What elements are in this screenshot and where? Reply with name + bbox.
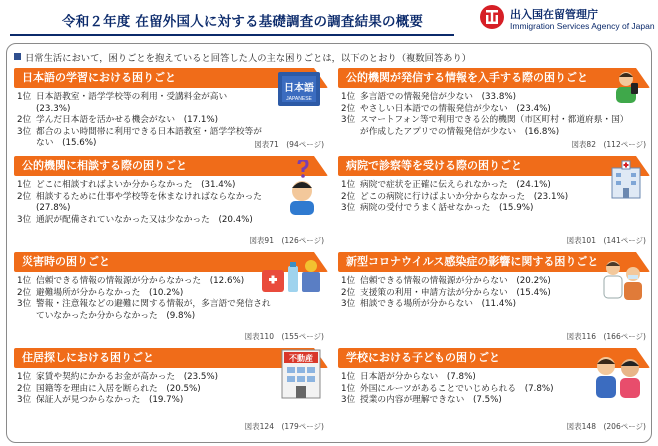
- rank-label: 3位: [17, 395, 32, 406]
- school-children-icon: [590, 350, 646, 400]
- rank-label: 2位: [341, 103, 356, 114]
- rank-label: 1位: [17, 276, 32, 286]
- agency-name-english: Immigration Services Agency of Japan: [510, 21, 655, 31]
- item-text: 国籍等を理由に入居を断られた (20.5%): [36, 383, 201, 394]
- rank-label: 1位: [17, 372, 32, 382]
- item-text: 病院の受付でうまく話せなかった (15.9%): [360, 203, 534, 214]
- rank-label: 1位: [341, 180, 356, 190]
- rank-label: 1位: [341, 92, 356, 102]
- list-item: [338, 288, 600, 300]
- panel-public-information: [338, 68, 650, 152]
- rank-label: 3位: [341, 395, 356, 406]
- rank-label: 1位: [341, 383, 356, 394]
- list-item: [14, 372, 276, 384]
- real-estate-office-icon: [280, 348, 322, 400]
- panel-title: 病院で診察等を受ける際の困りごと: [338, 156, 650, 176]
- rank-label: 1位: [17, 92, 32, 102]
- ranked-list: [338, 276, 600, 311]
- title-underline: [10, 34, 454, 36]
- panel-housing: [14, 348, 328, 434]
- source-reference: 図表124 (179ページ): [244, 422, 324, 431]
- list-item: [338, 203, 602, 215]
- source-reference: 図表101 (141ページ): [566, 236, 646, 245]
- rank-label: 2位: [17, 383, 32, 394]
- intro-text: [14, 50, 644, 66]
- item-text: スマートフォン等で利用できる公的機関（市区町村・都道府県・国）が作成したアプリでの情報発信が少ない (16.8%): [360, 115, 625, 137]
- panel-title: 災害時の困りごと: [14, 252, 328, 272]
- list-item: [14, 395, 276, 407]
- item-text: 信頼できる情報の情報源が分からない (20.2%): [360, 276, 551, 286]
- list-item: [14, 115, 262, 127]
- list-item: [338, 180, 602, 192]
- item-text: 都合のよい時間帯に利用できる日本語教室・語学学校等がない (15.6%): [36, 126, 262, 149]
- panel-public-consultation: [14, 156, 328, 248]
- item-text: 相談できる場所が分からない (11.4%): [360, 299, 517, 310]
- panel-school-children: [338, 348, 650, 434]
- source-reference: 図表148 (206ページ): [566, 422, 646, 431]
- list-item: [338, 395, 594, 407]
- list-item: [338, 115, 628, 138]
- list-item: [338, 384, 594, 396]
- list-item: [338, 192, 602, 204]
- list-item: [14, 276, 272, 288]
- panel-disaster: [14, 252, 328, 344]
- source-reference: 図表82 (112ページ): [571, 140, 646, 149]
- list-item: [338, 372, 594, 384]
- agency-name-japanese: 出入国在留管理庁: [510, 8, 598, 21]
- rank-label: 3位: [341, 203, 356, 214]
- item-text: 支援策の利用・申請方法が分からない (15.4%): [360, 287, 551, 298]
- list-item: [14, 299, 272, 322]
- panel-title: 公的機関が発信する情報を入手する際の困りごと: [338, 68, 650, 88]
- list-item: [14, 180, 262, 192]
- panel-covid19: [338, 252, 650, 344]
- item-text: やさしい日本語での情報発信が少ない (23.4%): [360, 103, 551, 114]
- rank-label: 2位: [17, 287, 32, 298]
- panel-title: 新型コロナウイルス感染症の影響に関する困りごと: [338, 252, 650, 272]
- panel-hospital: [338, 156, 650, 248]
- ranked-list: [14, 180, 271, 226]
- item-text: 学んだ日本語を活かせる機会がない (17.1%): [36, 115, 219, 126]
- list-item: [338, 299, 600, 311]
- item-text: どこに相談すればよいか分からなかった (31.4%): [36, 180, 236, 190]
- ranked-list: [338, 92, 628, 138]
- ranked-list: [338, 180, 602, 215]
- confused-person-icon: [280, 160, 324, 216]
- real-estate-sign-text: 不動産: [289, 354, 313, 363]
- rank-label: 2位: [341, 287, 356, 298]
- item-text: 日本語教室・語学学校等の利用・受講料金が高い (23.3%): [36, 92, 236, 114]
- rank-label: 3位: [17, 214, 32, 225]
- source-reference: 図表91 (126ページ): [249, 236, 324, 245]
- source-reference: 図表71 (94ページ): [254, 140, 324, 149]
- item-text: 授業の内容が理解できない (7.5%): [360, 395, 502, 406]
- hospital-building-icon: [610, 160, 642, 200]
- panel-title: 日本語の学習における困りごと: [14, 68, 328, 88]
- item-text: 通訳が配備されていなかった又は少なかった (20.4%): [36, 214, 253, 225]
- rank-label: 2位: [17, 191, 32, 202]
- rank-label: 3位: [17, 299, 32, 310]
- doctor-patient-icon: [600, 256, 646, 302]
- ranked-list: [14, 92, 262, 150]
- panel-title: 学校における子どもの困りごと: [338, 348, 650, 368]
- rank-label: 3位: [17, 126, 32, 137]
- list-item: [14, 191, 271, 215]
- list-item: [14, 288, 272, 300]
- list-item: [14, 127, 262, 150]
- intro-sentence: 日常生活において，困りごとを抱えていると回答した人の主な困りごとは，以下のとおり（複数回答あり）: [25, 53, 472, 64]
- book-cover-subtitle: JAPANESE: [286, 96, 312, 102]
- ranked-list: [338, 372, 594, 407]
- list-item: [14, 92, 262, 115]
- ranked-list: [14, 276, 272, 322]
- item-text: 避難場所が分からなかった (10.2%): [36, 287, 184, 298]
- bullet-square-icon: [14, 53, 21, 60]
- list-item: [14, 215, 262, 227]
- rank-label: 1位: [341, 276, 356, 286]
- item-text: 多言語での情報発信が少ない (33.8%): [360, 92, 517, 102]
- item-text: 信頼できる情報の情報源が分からなかった (12.6%): [36, 276, 245, 286]
- item-text: 外国にルーツがあることでいじめられる (7.8%): [360, 383, 554, 394]
- panel-title: 住居探しにおける困りごと: [14, 348, 328, 368]
- source-reference: 図表110 (155ページ): [244, 332, 324, 341]
- rank-label: 2位: [17, 115, 32, 126]
- item-text: 病院で症状を正確に伝えられなかった (24.1%): [360, 180, 551, 190]
- list-item: [338, 276, 600, 288]
- page-header: [0, 0, 658, 40]
- panel-japanese-learning: [14, 68, 328, 152]
- emergency-supplies-icon: [260, 256, 322, 296]
- item-text: 警報・注意報などの避難に関する情報が，多言語で発信されていなかったか分からなかった (9.8%): [36, 299, 271, 321]
- japanese-book-icon: [276, 70, 322, 110]
- item-text: 日本語が分からない (7.8%): [360, 372, 476, 382]
- item-text: 家賃や契約にかかるお金が高かった (23.5%): [36, 372, 219, 382]
- item-text: どこの病院に行けばよいか分からなかった (23.1%): [360, 191, 569, 202]
- list-item: [338, 92, 628, 104]
- rank-label: 3位: [341, 115, 356, 126]
- page-title: 令和２年度 在留外国人に対する基礎調査の調査結果の概要: [62, 14, 424, 30]
- rank-label: 3位: [341, 299, 356, 310]
- panel-title: 公的機関に相談する際の困りごと: [14, 156, 328, 176]
- list-item: [338, 104, 628, 116]
- item-text: 相談するために仕事や学校等を休まなければならなかった (27.8%): [36, 191, 271, 214]
- rank-label: 1位: [17, 180, 32, 190]
- rank-label: 2位: [341, 191, 356, 202]
- rank-label: 1位: [341, 372, 356, 382]
- person-with-phone-icon: [608, 68, 644, 104]
- source-reference: 図表116 (166ページ): [566, 332, 646, 341]
- list-item: [14, 384, 276, 396]
- book-cover-title: 日本語: [284, 83, 314, 94]
- agency-emblem-icon: [479, 4, 505, 30]
- ranked-list: [14, 372, 276, 407]
- item-text: 保証人が見つからなかった (19.7%): [36, 395, 184, 406]
